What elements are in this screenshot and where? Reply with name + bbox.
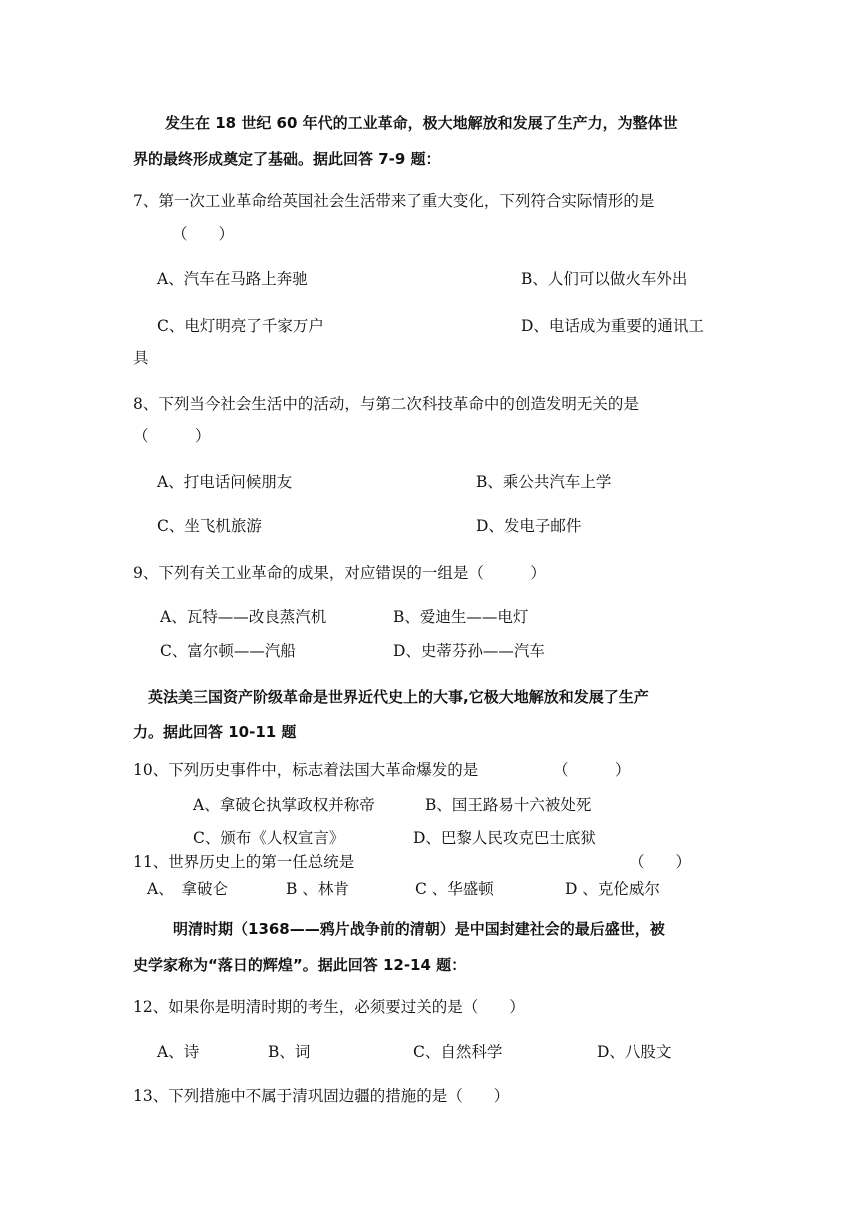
option-d: D、史蒂芬孙——汽车 [393,642,545,660]
option-d: D、发电子邮件 [476,517,582,535]
answer-parentheses: （ ） [553,761,631,779]
option-b: B、人们可以做火车外出 [521,270,688,288]
option-a: A、拿破仑执掌政权并称帝 [193,796,375,814]
question-7-stem: 7、第一次工业革命给英国社会生活带来了重大变化，下列符合实际情形的是 [133,192,655,210]
option-c: C、自然科学 [413,1043,503,1061]
intro-3-line-1: 明清时期（1368——鸦片战争前的清朝）是中国封建社会的最后盛世，被 [173,920,665,938]
option-b: B、乘公共汽车上学 [476,473,612,491]
option-c: C、电灯明亮了千家万户 [157,317,324,335]
option-a: A、瓦特——改良蒸汽机 [160,608,327,626]
intro-3-line-2: 史学家称为“落日的辉煌”。据此回答 12-14 题： [133,956,467,974]
option-d-continuation: 具 [133,349,149,367]
question-10-stem: 10、下列历史事件中，标志着法国大革命爆发的是 [133,761,479,779]
question-11-stem: 11、世界历史上的第一任总统是 [133,853,355,871]
option-a: A、打电话问候朋友 [157,473,293,491]
question-8-stem: 8、下列当今社会生活中的活动，与第二次科技革命中的创造发明无关的是 [133,395,639,413]
option-a: A、诗 [157,1043,200,1061]
option-b: B、词 [268,1043,311,1061]
option-c: C、富尔顿——汽船 [160,642,296,660]
intro-1-line-2: 界的最终形成奠定了基础。据此回答 7-9 题： [133,150,441,168]
question-9-stem: 9、下列有关工业革命的成果，对应错误的一组是（ ） [133,564,546,582]
answer-parentheses: （ ） [629,853,692,871]
option-b: B、爱迪生——电灯 [393,608,529,626]
intro-2-line-1: 英法美三国资产阶级革命是世界近代史上的大事,它极大地解放和发展了生产 [148,688,649,706]
option-c: C、坐飞机旅游 [157,517,262,535]
question-12-stem: 12、如果你是明清时期的考生，必须要过关的是（ ） [133,998,525,1016]
option-d: D 、克伦威尔 [565,880,660,898]
option-a: A、 拿破仑 [147,880,228,898]
option-d: D、巴黎人民攻克巴士底狱 [413,829,596,847]
option-d: D、八股文 [597,1043,672,1061]
intro-1-line-1: 发生在 18 世纪 60 年代的工业革命，极大地解放和发展了生产力，为整体世 [165,114,678,132]
option-b: B、国王路易十六被处死 [425,796,592,814]
option-c: C、颁布《人权宣言》 [193,829,345,847]
intro-2-line-2: 力。据此回答 10-11 题 [133,723,297,741]
option-c: C 、华盛顿 [415,880,494,898]
option-d: D、电话成为重要的通讯工 [521,317,704,335]
option-b: B 、林肯 [286,880,349,898]
question-13-stem: 13、下列措施中不属于清巩固边疆的措施的是（ ） [133,1087,510,1105]
answer-parentheses: （ ） [172,225,235,243]
answer-parentheses: （ ） [133,427,211,445]
option-a: A、汽车在马路上奔驰 [157,270,308,288]
